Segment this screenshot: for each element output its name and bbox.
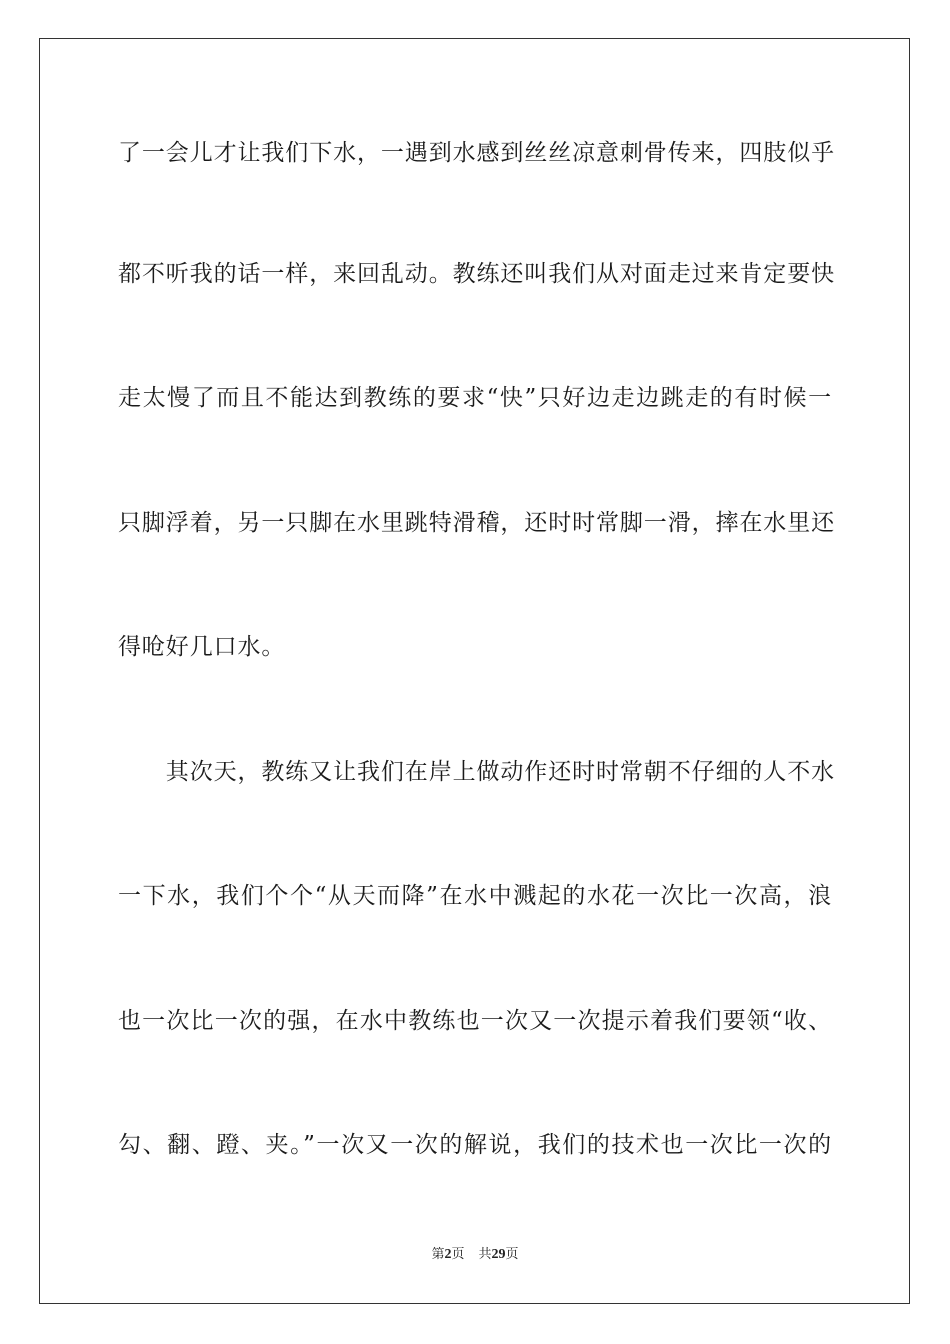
text-line-7: 一下水，我们个个“从天而降”在水中溅起的水花一次比一次高，浪 (118, 883, 832, 909)
total-pages: 29 (491, 1247, 506, 1262)
text-line-6: 其次天，教练又让我们在岸上做动作还时时常朝不仔细的人不水 (118, 759, 835, 785)
text-line-3: 走太慢了而且不能达到教练的要求“快”只好边走边跳走的有时候一 (118, 385, 832, 411)
page-footer (0, 1246, 950, 1264)
total-suffix: 页 (505, 1247, 519, 1262)
page-border (39, 38, 910, 1304)
text-line-9: 勾、翻、蹬、夹。”一次又一次的解说，我们的技术也一次比一次的 (118, 1132, 832, 1158)
page-suffix: 页 (451, 1247, 465, 1262)
text-line-4: 只脚浮着，另一只脚在水里跳特滑稽，还时时常脚一滑，摔在水里还 (118, 510, 835, 536)
page-number: 2 (444, 1247, 452, 1262)
text-line-1: 了一会儿才让我们下水，一遇到水感到丝丝凉意刺骨传来，四肢似乎 (118, 140, 835, 166)
page-prefix: 第 (431, 1247, 445, 1262)
text-line-2: 都不听我的话一样，来回乱动。教练还叫我们从对面走过来肯定要快 (118, 261, 835, 287)
text-line-5: 得呛好几口水。 (118, 634, 286, 660)
text-line-8: 也一次比一次的强，在水中教练也一次又一次提示着我们要领“收、 (118, 1008, 832, 1034)
total-prefix: 共 (478, 1247, 492, 1262)
